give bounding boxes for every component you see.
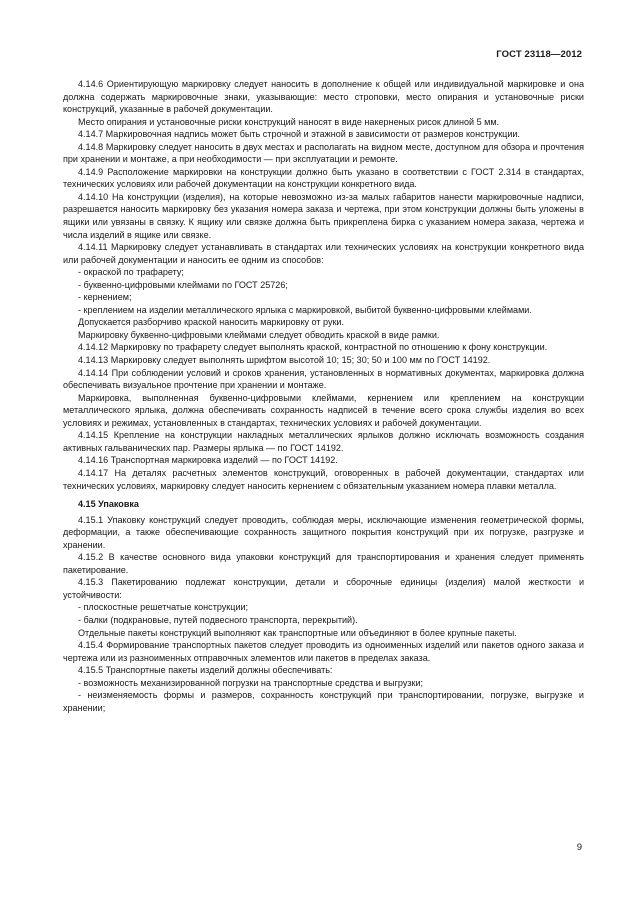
paragraph: 4.15.1 Упаковку конструкций следует проводить, соблюдая меры, исключающие изменения геометрической формы, деформации, а также обеспечивающие сохранность защитного покрытия конструкций при их погрузке, разгрузке и хранении. (63, 514, 584, 550)
paragraph: - буквенно-цифровыми клеймами по ГОСТ 25726; (78, 279, 288, 290)
paragraph: 4.14.8 Маркировку следует наносить в двух местах и располагать на видном месте, доступном для обзора и прочтения при хранении и монтаже, а при необходимости — при эксплуатации и ремонте. (63, 141, 584, 165)
paragraph: 4.15.3 Пакетированию подлежат конструкции, детали и сборочные единицы (изделия) малой жесткости и устойчивости: (63, 577, 584, 600)
paragraph: 4.14.12 Маркировку по трафарету следует выполнять краской, контрастной по отношению к фону конструкции. (78, 342, 548, 353)
document-body (63, 78, 584, 714)
paragraph: - возможность механизированной погрузки на транспортные средства и выгрузки; (78, 677, 424, 688)
paragraph: Допускается разборчиво краской наносить маркировку от руки. (78, 317, 345, 328)
paragraph: 4.14.13 Маркировку следует выполнять шрифтом высотой 10; 15; 30; 50 и 100 мм по ГОСТ 14192. (78, 355, 491, 366)
paragraph: 4.14.7 Маркировочная надпись может быть строчной и этажной в зависимости от размеров конструкции. (78, 129, 520, 140)
paragraph: 4.14.17 На деталях расчетных элементов конструкций, оговоренных в рабочей документации, стандартах или технических условиях, маркировку следует наносить кернением с обязательным указанием номера плавки металла. (63, 467, 584, 491)
paragraph: 4.14.16 Транспортная маркировка изделий — по ГОСТ 14192. (78, 455, 338, 466)
paragraph: Маркировку буквенно-цифровыми клеймами следует обводить краской в виде рамки. (78, 329, 440, 340)
page-number: 9 (576, 842, 582, 853)
paragraph: 4.14.14 При соблюдении условий и сроков хранения, установленных в нормативных документах, маркировка должна обеспечивать визуальное прочтение при хранении и монтаже. (63, 367, 584, 391)
paragraph: - окраской по трафарету; (78, 267, 184, 278)
paragraph: 4.15.5 Транспортные пакеты изделий должны обеспечивать: (78, 665, 333, 676)
paragraph: - балки (подкрановые, путей подвесного транспорта, перекрытий). (78, 614, 358, 625)
paragraph: - плоскостные решетчатые конструкции; (78, 602, 249, 613)
paragraph: 4.14.9 Расположение маркировки на конструкции должно быть указано в соответствии с ГОСТ 2.314 в стандартах, технических условиях или рабочей документации на конструкции конкретного вида. (63, 166, 584, 190)
paragraph: 4.15.4 Формирование транспортных пакетов следует проводить из одноименных изделий или пакетов одного заказа и чертежа или из разноименных отправочных элементов или пакетов в пределах заказа. (63, 640, 584, 663)
paragraph: 4.15.2 В качестве основного вида упаковки конструкций для транспортирования и хранения следует применять пакетирование. (63, 552, 584, 575)
paragraph: 4.14.11 Маркировку следует устанавливать в стандартах или технических условиях на конструкции конкретного вида или рабочей документации и наносить ее одним из способов: (63, 242, 584, 265)
paragraph: - кернением; (78, 292, 132, 303)
paragraph: Место опирания и установочные риски конструкций наносят в виде накерненых рисок длиной 5 мм. (78, 116, 500, 127)
paragraph: 4.14.6 Ориентирующую маркировку следует наносить в дополнение к общей или индивидуальной маркировке и она должна содержать маркировочные знаки, указывающие: место строповки, место опирания и установочные риски конструкций, указанные в рабочей документации. (63, 79, 584, 115)
paragraph: - креплением на изделии металлического ярлыка с маркировкой, выбитой буквенно-цифровыми клеймами. (78, 304, 532, 315)
document-header: ГОСТ 23118—2012 (496, 49, 582, 60)
section-heading: 4.15 Упаковка (78, 499, 139, 510)
paragraph: 4.14.10 На конструкции (изделия), на которые невозможно из-за малых габаритов нанести маркировочные надписи, разрешается наносить маркировку без указания номера заказа и чертежа, при этом конструкции должны быть уложены в ящики или увязаны в связку. К ящику или связке должна быть прикреплена бирка с указанием номера заказа, чертежа и числа изделий в ящике или связке. (63, 191, 584, 240)
paragraph: 4.14.15 Крепление на конструкции накладных металлических ярлыков должно исключать возможность создания активных гальванических пар. Размеры ярлыка — по ГОСТ 14192. (63, 430, 584, 453)
paragraph: Маркировка, выполненная буквенно-цифровыми клеймами, кернением или креплением на конструкции металлического ярлыка, должна обеспечивать сохранность надписей в течение всего срока службы изделия во всех условиях и режимах, установленных в стандартах, технических условиях и рабочей документации. (63, 392, 584, 428)
paragraph: - неизменяемость формы и размеров, сохранность конструкций при транспортировании, погрузке, выгрузке и хранении; (63, 690, 584, 713)
paragraph: Отдельные пакеты конструкций выполняют как транспортные или объединяют в более крупные пакеты. (78, 627, 517, 638)
